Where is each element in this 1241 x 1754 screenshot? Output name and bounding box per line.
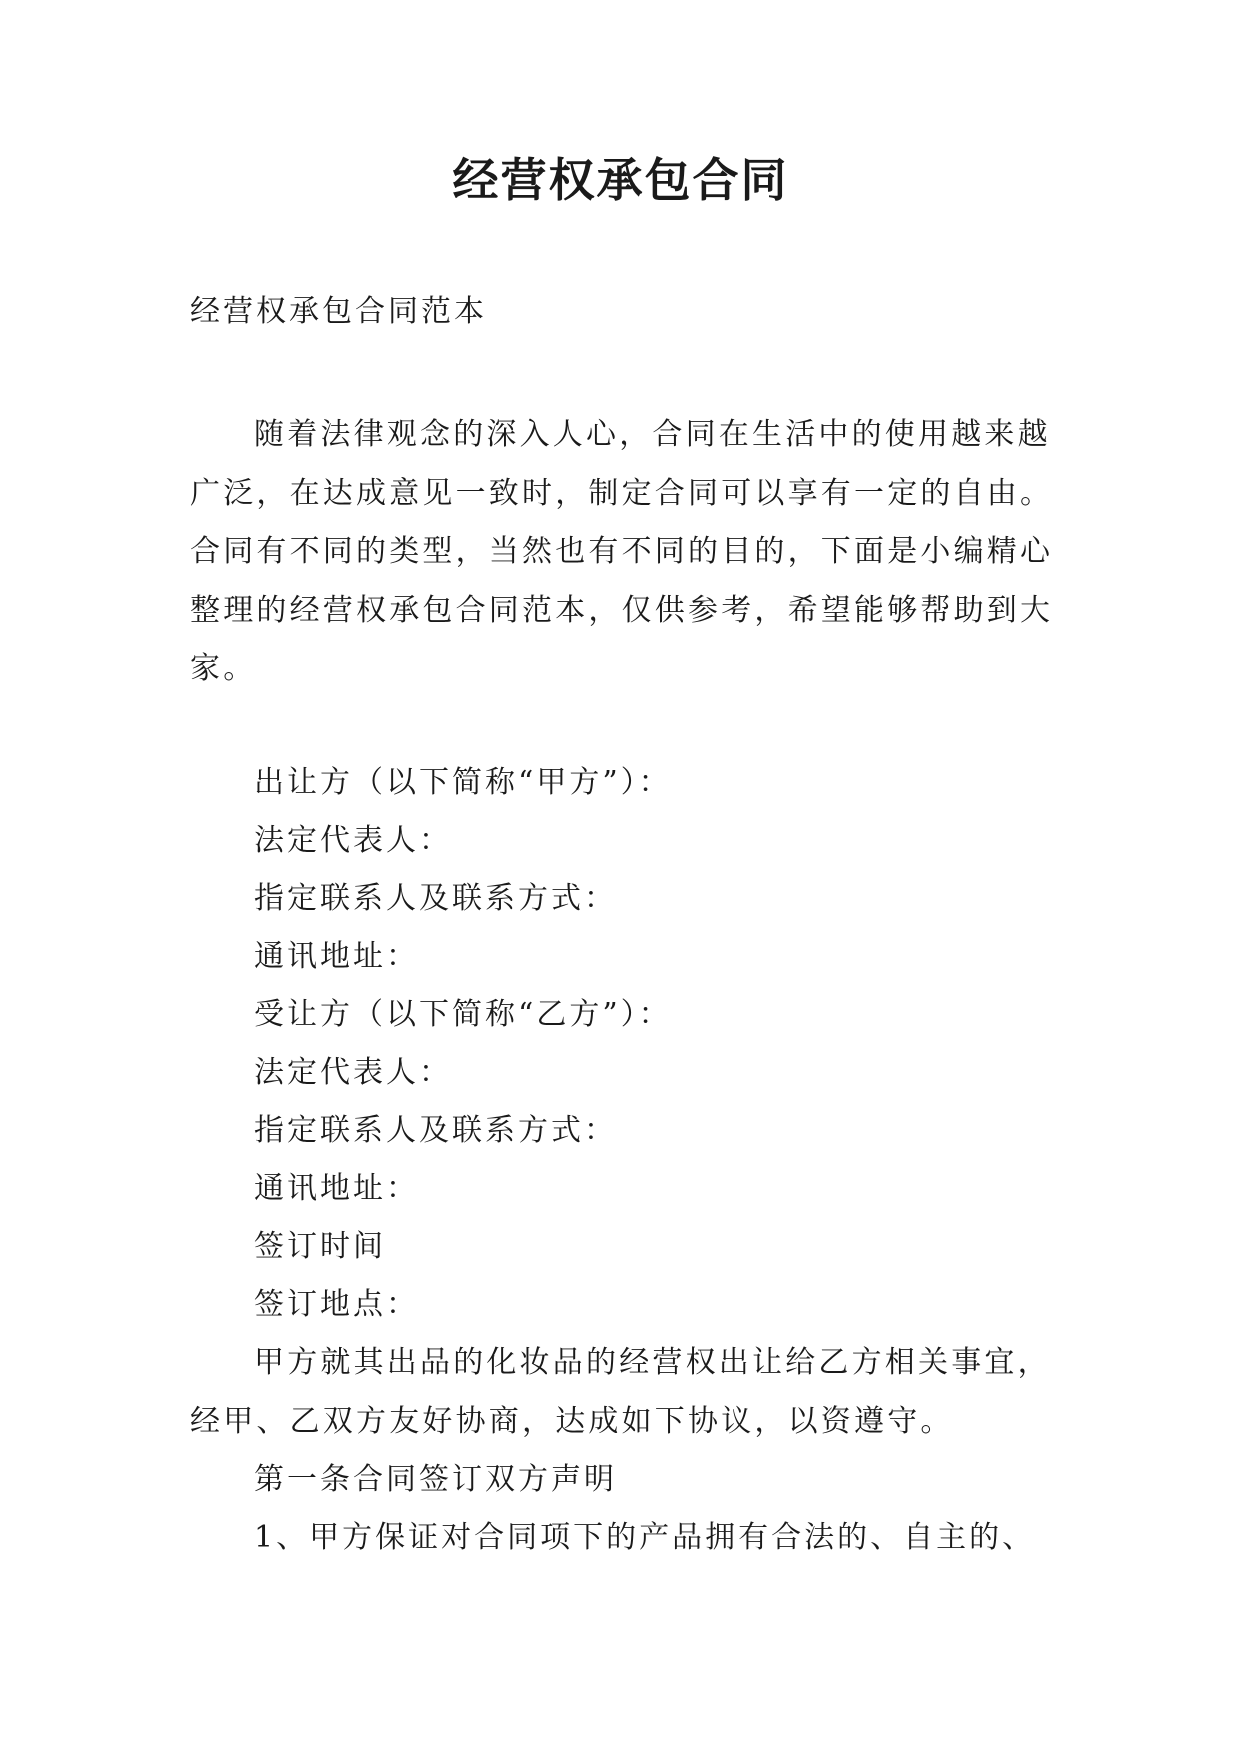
document-subtitle: 经营权承包合同范本 bbox=[190, 294, 487, 329]
field-signing-place: 签订地点： bbox=[254, 1287, 419, 1322]
intro-paragraph: 随着法律观念的深入人心，合同在生活中的使用越来越广泛，在达成意见一致时，制定合同可以享有一定的自由。合同有不同的类型，当然也有不同的目的，下面是小编精心整理的经营权承包合同范本，仅供参考，希望能够帮助到大家。 bbox=[190, 417, 1054, 686]
field-address-b: 通讯地址： bbox=[254, 1171, 419, 1206]
article-1-clause-1: 1、甲方保证对合同项下的产品拥有合法的、自主的、 bbox=[254, 1520, 1036, 1555]
field-address-a: 通讯地址： bbox=[254, 939, 419, 974]
field-legal-representative-a: 法定代表人： bbox=[254, 823, 452, 858]
field-signing-time: 签订时间 bbox=[254, 1229, 386, 1264]
contract-body bbox=[190, 754, 1070, 1567]
document-title: 经营权承包合同 bbox=[452, 153, 789, 207]
article-1-heading: 第一条合同签订双方声明 bbox=[254, 1462, 617, 1497]
field-contact-b: 指定联系人及联系方式： bbox=[254, 1113, 617, 1148]
field-legal-representative-b: 法定代表人： bbox=[254, 1055, 452, 1090]
field-transferor: 出让方（以下简称“甲方”）： bbox=[254, 765, 672, 800]
field-contact-a: 指定联系人及联系方式： bbox=[254, 881, 617, 916]
field-transferee: 受让方（以下简称“乙方”）： bbox=[254, 997, 672, 1032]
agreement-paragraph: 甲方就其出品的化妆品的经营权出让给乙方相关事宜，经甲、乙双方友好协商，达成如下协议，以资遵守。 bbox=[190, 1345, 1051, 1439]
